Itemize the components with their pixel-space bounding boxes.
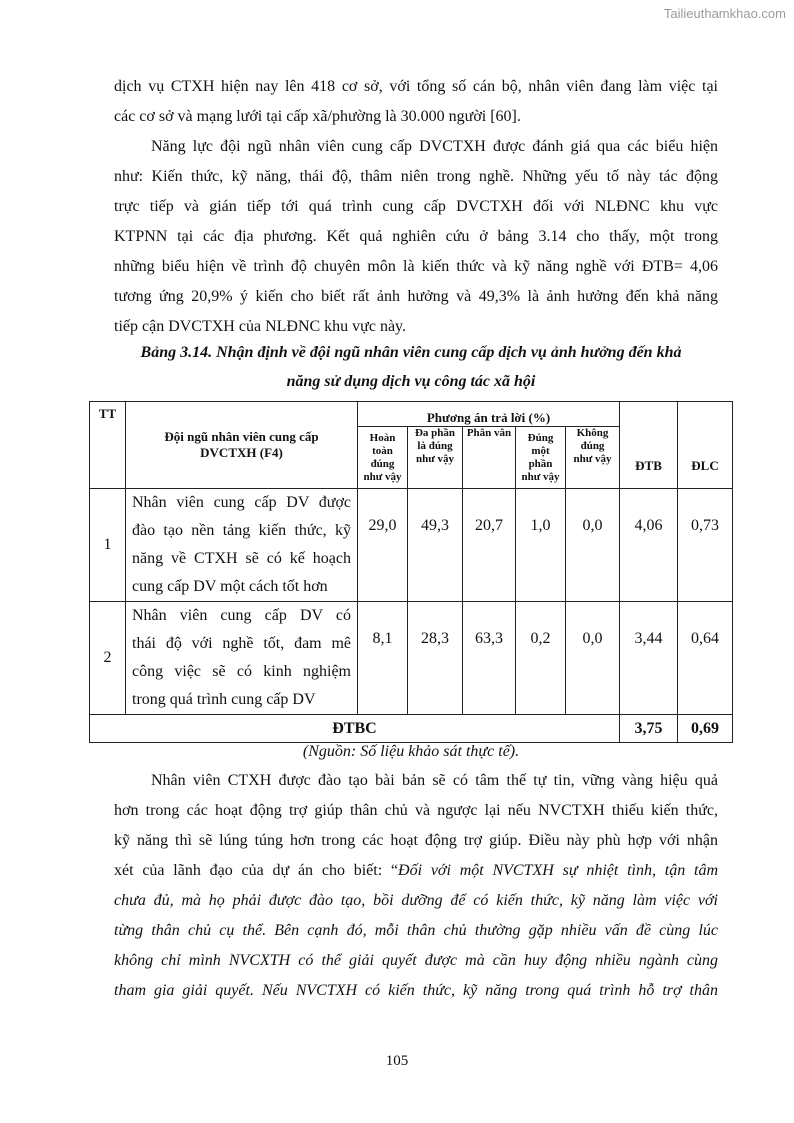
total-dlc: 0,69 (678, 715, 733, 743)
text-line: những biểu hiện về trình độ chuyên môn là kiến thức và kỹ năng nghề với ĐTB= 4,06 (114, 258, 718, 275)
desc-line: Nhân viên cung cấp DV được (132, 494, 351, 511)
cell-dlc: 0,64 (678, 602, 733, 715)
desc-line: Nhân viên cung cấp DV có (132, 607, 351, 624)
paragraph-training (114, 766, 718, 1006)
header-dtb: ĐTB (620, 402, 678, 489)
cell-value: 29,0 (358, 489, 408, 602)
header-text: là đúng (417, 440, 453, 452)
text-line: kỹ năng thì sẽ lúng túng hơn trong các hoạt động trợ giúp. Điều này phù hợp với nhận (114, 832, 718, 849)
page-number: 105 (385, 1053, 409, 1069)
text-line-mixed (114, 856, 718, 886)
header-dlc: ĐLC (678, 402, 733, 489)
header-tt: TT (90, 402, 126, 489)
text-line: hơn trong các hoạt động trợ giúp thân chủ và ngược lại nếu NVCTXH thiếu kiến thức, (114, 802, 718, 819)
paragraph-capacity (114, 132, 718, 342)
total-dtb: 3,75 (620, 715, 678, 743)
header-text: đúng (580, 440, 605, 452)
header-text: Hoàn (369, 431, 396, 444)
desc-line: cung cấp DV một cách tốt hơn (132, 578, 328, 595)
total-row (90, 715, 733, 743)
header-item-line1: Đội ngũ nhân viên cung cấp (164, 429, 319, 444)
quote-line: từng thân chủ cụ thể. Bên cạnh đó, mỗi thân chủ thường gặp nhiều vấn đề cùng lúc (114, 922, 718, 939)
text-line: các cơ sở và mạng lưới tại cấp xã/phường là 30.000 người [60]. (114, 108, 521, 125)
header-text: toàn (372, 444, 393, 457)
header-response-group: Phương án trả lời (%) (358, 402, 620, 427)
quote-inline: Đối với một NVCTXH sự nhiệt tình, tận tâm (398, 862, 719, 879)
header-text: Phân vân (466, 427, 512, 439)
table-caption-line1: Bảng 3.14. Nhận định về đội ngũ nhân viên cung cấp dịch vụ ảnh hưởng đến khả (140, 344, 682, 361)
cell-value: 0,0 (566, 489, 620, 602)
header-text: Đa phần (414, 427, 456, 439)
cell-description (126, 489, 358, 602)
text-line: Nhân viên CTXH được đào tạo bài bản sẽ có tâm thế tự tin, vững vàng hiệu quả (151, 772, 718, 789)
header-partly-true (516, 427, 566, 489)
header-text: như vậy (415, 453, 455, 465)
text-line: như: Kiến thức, kỹ năng, thái độ, thâm niên trong nghề. Những yếu tố này tác động (114, 168, 718, 185)
table-row (90, 489, 733, 602)
text-line: tương ứng 20,9% ý kiến cho biết rất ảnh hưởng và 49,3% là ảnh hưởng đến khả năng (114, 288, 718, 305)
header-undecided (463, 427, 516, 489)
header-mostly-true (408, 427, 463, 489)
cell-dtb: 4,06 (620, 489, 678, 602)
cell-dlc: 0,73 (678, 489, 733, 602)
cell-value: 20,7 (463, 489, 516, 602)
total-label: ĐTBC (90, 715, 620, 743)
watermark: Tailieuthamkhao.com (663, 6, 786, 21)
desc-line: năng về CTXH sẽ có kế hoạch (132, 550, 351, 567)
text-line: trực tiếp và gián tiếp tới quá trình cung cấp DVCTXH đối với NLĐNC khu vực (114, 198, 718, 215)
text-line: tiếp cận DVCTXH của NLĐNC khu vực này. (114, 318, 407, 335)
header-text: Đúng (527, 431, 554, 444)
header-text: Không (576, 427, 609, 439)
cell-value: 63,3 (463, 602, 516, 715)
cell-value: 49,3 (408, 489, 463, 602)
quote-line: tham gia giải quyết. Nếu NVCTXH có kiến thức, kỹ năng trong quá trình hỗ trợ thân (114, 982, 718, 999)
cell-value: 1,0 (516, 489, 566, 602)
text-line: KTPNN tại các địa phương. Kết quả nghiên cứu ở bảng 3.14 cho thấy, một trong (114, 228, 718, 245)
cell-value: 8,1 (358, 602, 408, 715)
cell-dtb: 3,44 (620, 602, 678, 715)
quote-lead-in: xét của lãnh đạo của dự án cho biết: “ (114, 862, 399, 879)
header-text: đúng (370, 457, 395, 470)
header-not-true (566, 427, 620, 489)
desc-line: đào tạo nền tảng kiến thức, kỹ (132, 522, 351, 539)
header-text: như vậy (363, 470, 402, 483)
cell-value: 28,3 (408, 602, 463, 715)
header-text: phần (528, 457, 553, 470)
desc-line: thái độ với nghề tốt, đam mê (132, 635, 351, 652)
header-fully-true (358, 427, 408, 489)
desc-line: trong quá trình cung cấp DV (132, 691, 316, 708)
text-line: dịch vụ CTXH hiện nay lên 418 cơ sở, với tổng số cán bộ, nhân viên đang làm việc tại (114, 78, 718, 95)
survey-table (89, 401, 733, 743)
cell-tt: 2 (90, 602, 126, 715)
cell-value: 0,2 (516, 602, 566, 715)
header-item (126, 402, 358, 489)
quote-line: chưa đủ, mà họ phải được đào tạo, bồi dưỡng để có kiến thức, kỹ năng làm việc với (114, 892, 718, 909)
header-item-line2: DVCTXH (F4) (200, 445, 283, 460)
table-row (90, 602, 733, 715)
intro-paragraph (114, 72, 718, 132)
desc-line: công việc sẽ có kinh nghiệm (132, 663, 351, 680)
cell-value: 0,0 (566, 602, 620, 715)
cell-tt: 1 (90, 489, 126, 602)
header-text: một (531, 444, 550, 457)
cell-description (126, 602, 358, 715)
header-text: như vậy (521, 470, 560, 483)
table-caption-line2: năng sử dụng dịch vụ công tác xã hội (286, 373, 536, 390)
text-line: Năng lực đội ngũ nhân viên cung cấp DVCTXH được đánh giá qua các biểu hiện (151, 138, 718, 155)
table-source: (Nguồn: Số liệu khảo sát thực tế). (302, 743, 520, 760)
quote-line: không chỉ mình NVCXTH có thể giải quyết được mà cần huy động nhiều ngành cùng (114, 952, 718, 969)
header-text: như vậy (573, 453, 612, 465)
